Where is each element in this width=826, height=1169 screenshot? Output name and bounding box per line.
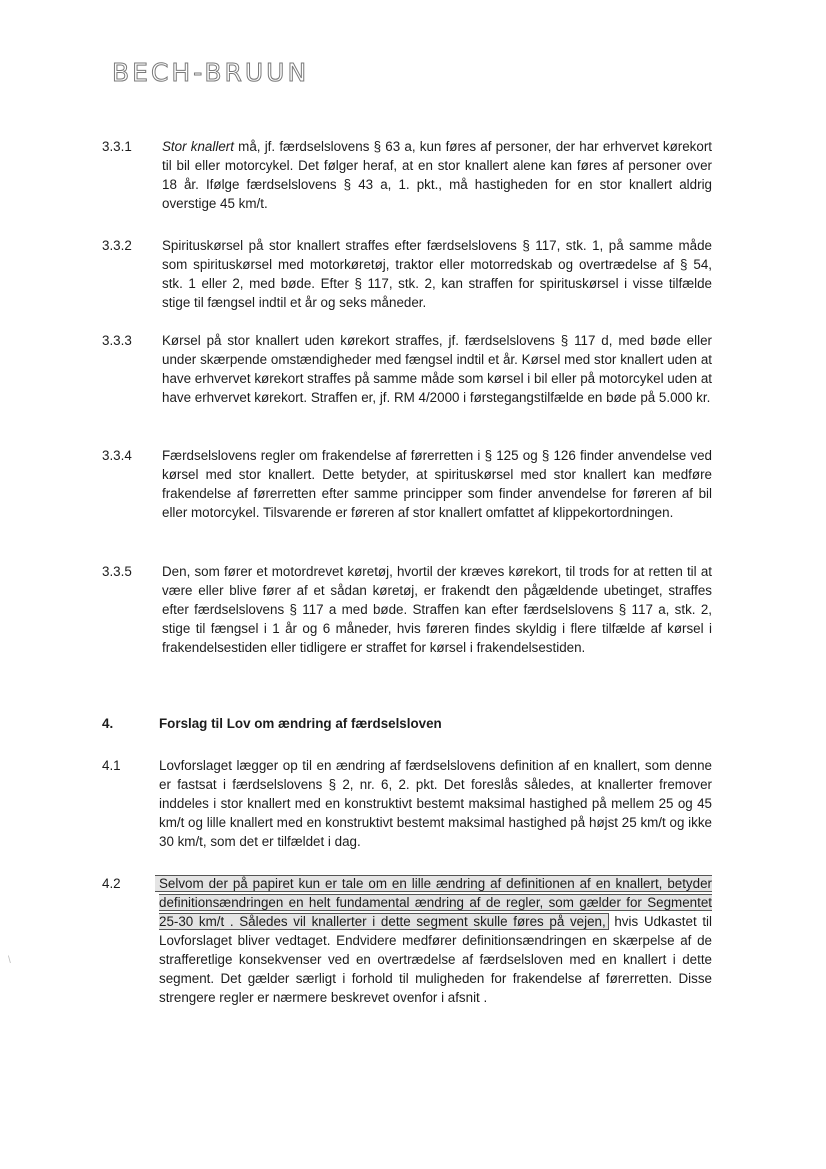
section-4-1 (102, 756, 712, 851)
section-text: Lovforslaget lægger op til en ændring af færdselslovens definition af en knallert, som denne er fastsat i færdselslovens § 2, nr. 6, 2. pkt. Det foreslås således, at knallerter fremover inddeles i stor knallert med en konstruktivt bestemt maksimal hastighed på mellem 25 og 45 km/t og lille knallert med en konstruktivt bestemt maksimal hastighed på højst 25 km/t og ikke 30 km/t, som det er tilfældet i dag. (159, 758, 712, 849)
section-3-3-2 (102, 236, 712, 312)
section-number: 3.3.3 (102, 333, 132, 348)
company-logo: BECH-BRUUN (112, 58, 310, 87)
section-number: 3.3.5 (102, 564, 132, 579)
section-number: 4. (102, 716, 114, 731)
scan-speck: \ (8, 955, 11, 966)
section-number: 3.3.1 (102, 139, 132, 154)
section-text: Stor knallert må, jf. færdselslovens § 63 a, kun føres af personer, der har erhvervet kørekort til bil eller motorcykel. Det følger heraf, at en stor knallert alene kan føres af personer over 18 år. Ifølge færdselslovens § 43 a, 1. pkt., må hastigheden for en stor knallert aldrig overstige 45 km/t. (162, 139, 712, 211)
highlighted-passage: Selvom der på papiret kun er tale om en lille ændring af definitionen af en knallert, betyder definitionsændringen en helt fundamental ændring af de regler, som gælder for Segmentet 25-30 km/t . Således vil knallerter i dette segment skulle føres på vejen, (155, 875, 712, 930)
section-3-3-3 (102, 331, 712, 407)
section-lead-term: Stor knallert (162, 139, 234, 154)
section-text: Færdselslovens regler om frakendelse af førerretten i § 125 og § 126 finder anvendelse ved kørsel med stor knallert. Dette betyder, at spirituskørsel med stor knallert kan medføre frakendelse af førerretten efter samme principper som finder anvendelse for føreren af bil eller motorcykel. Tilsvarende er føreren af stor knallert omfattet af klippekortordningen. (162, 448, 712, 520)
section-4-2 (102, 874, 712, 1007)
section-number: 4.2 (102, 876, 121, 891)
section-number: 3.3.2 (102, 238, 132, 253)
section-number: 3.3.4 (102, 448, 132, 463)
section-text: Spirituskørsel på stor knallert straffes efter færdselslovens § 117, stk. 1, på samme måde som spirituskørsel med motorkøretøj, traktor eller motorredskab og overtrædelse af § 54, stk. 1 eller 2, med bøde. Efter § 117, stk. 2, kan straffen for spirituskørsel i visse tilfælde stige til fængsel indtil et år og seks måneder. (162, 238, 712, 310)
section-3-3-1 (102, 137, 712, 213)
section-3-3-4 (102, 446, 712, 522)
section-3-3-5 (102, 562, 712, 657)
section-text: Selvom der på papiret kun er tale om en lille ændring af definitionen af en knallert, betyder definitionsændringen en helt fundamental ændring af de regler, som gælder for Segmentet 25-30 km/t . Således vil knallerter i dette segment skulle føres på vejen, hvis Udkastet til Lovforslaget bliver vedtaget. Endvidere medfører definitionsændringen en skærpelse af de strafferetlige konsekvenser ved en overtrædelse af færdselsloven med en knallert i dette segment. Det gælder særligt i forhold til muligheden for frakendelse af førerretten. Disse strengere regler er nærmere beskrevet ovenfor i afsnit . (159, 874, 712, 1007)
section-text: Den, som fører et motordrevet køretøj, hvortil der kræves kørekort, til trods for at retten til at være eller blive fører af et sådan køretøj, er frakendt den pågældende ubetinget, straffes efter færdselslovens § 117 a med bøde. Straffen kan efter færdselslovens § 117 a, stk. 2, stige til fængsel i 1 år og 6 måneder, hvis føreren findes skyldig i flere tilfælde af kørsel i frakendelsestiden eller tidligere er straffet for kørsel i frakendelsestiden. (162, 564, 712, 655)
section-number: 4.1 (102, 758, 121, 773)
section-4-heading (102, 714, 712, 733)
section-text: Kørsel på stor knallert uden kørekort straffes, jf. færdselslovens § 117 d, med bøde eller under skærpende omstændigheder med fængsel indtil et år. Kørsel med stor knallert uden at have erhvervet kørekort straffes på samme måde som kørsel i bil eller på motorcykel uden at have erhvervet kørekort. Straffen er, jf. RM 4/2000 i førstegangstilfælde en bøde på 5.000 kr. (162, 333, 712, 405)
section-title: Forslag til Lov om ændring af færdselsloven (159, 716, 442, 731)
